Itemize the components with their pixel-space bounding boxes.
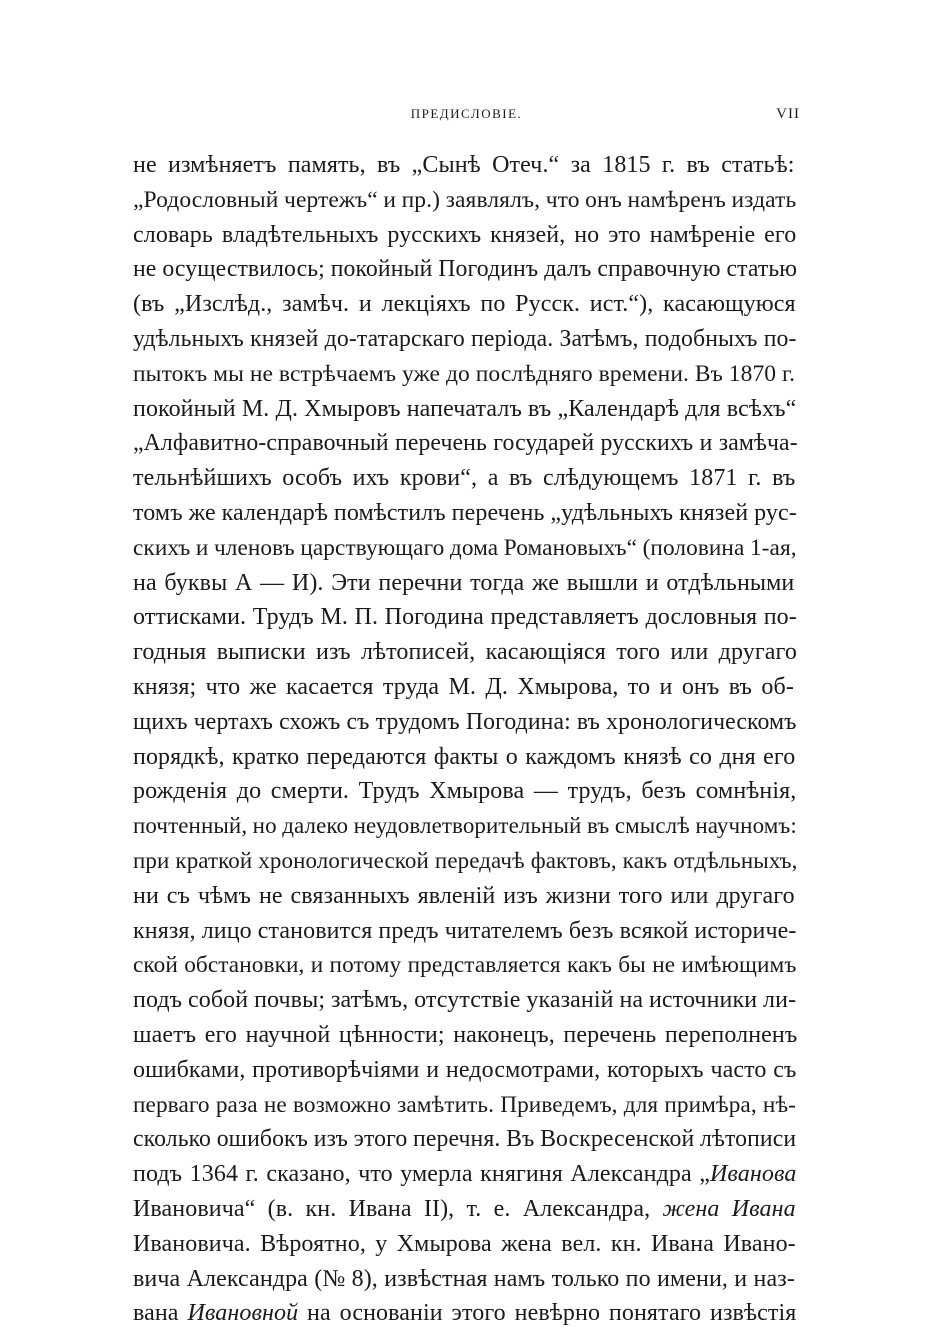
- text-line: [133, 1122, 800, 1157]
- text-segment: подъ 1364 г. сказано, что умерла княгиня Александра „: [133, 1161, 710, 1188]
- text-line: [133, 148, 800, 183]
- text-line: [133, 1088, 800, 1123]
- text-segment: вича Александра (№ 8), извѣстная намъ только по имени, и наз-: [133, 1265, 795, 1292]
- text-segment: (въ „Изслѣд., замѣч. и лекціяхъ по Русск. ист.“), касающуюся: [133, 291, 796, 318]
- text-line: [133, 183, 800, 218]
- text-line: [133, 461, 800, 496]
- text-segment: словарь владѣтельныхъ русскихъ князей, но это намѣреніе его: [133, 221, 797, 248]
- text-line: [133, 531, 800, 566]
- text-line: [133, 218, 800, 253]
- text-line: [133, 879, 800, 914]
- text-segment: порядкѣ, кратко передаются факты о каждомъ князѣ со дня его: [133, 743, 796, 770]
- text-segment: удѣльныхъ князей до-татарскаго періода. Затѣмъ, подобныхъ по-: [133, 325, 797, 352]
- text-segment: оттисками. Трудъ М. П. Погодина представляетъ дословныя по-: [133, 604, 797, 631]
- text-line: [133, 1262, 800, 1297]
- italic-text-segment: Ивановной: [187, 1300, 299, 1327]
- italic-text-segment: жена Ивана: [662, 1195, 796, 1222]
- italic-text-segment: Иванова: [709, 1161, 797, 1188]
- text-segment: Ивановича. Вѣроятно, у Хмырова жена вел. кн. Ивана Ивано-: [133, 1230, 796, 1257]
- text-line: [133, 635, 800, 670]
- text-segment: перваго раза не возможно замѣтить. Приведемъ, для примѣра, нѣ-: [133, 1091, 797, 1118]
- text-segment: ской обстановки, и потому представляется какъ бы не имѣющимъ: [133, 952, 797, 979]
- text-segment: при краткой хронологической передачѣ фактовъ, какъ отдѣльныхъ,: [133, 847, 798, 873]
- text-line: [133, 426, 800, 461]
- text-line: [133, 287, 800, 322]
- text-segment: скихъ и членовъ царствующаго дома Романовыхъ“ (половина 1-ая,: [133, 534, 797, 561]
- text-line: [133, 1227, 800, 1262]
- text-segment: сколько ошибокъ изъ этого перечня. Въ Воскресенской лѣтописи: [133, 1126, 797, 1153]
- text-segment: томъ же календарѣ помѣстилъ перечень „удѣльныхъ князей рус-: [133, 499, 797, 526]
- text-line: [133, 566, 800, 601]
- text-line: [133, 600, 800, 635]
- text-segment: покойный М. Д. Хмыровъ напечаталъ въ „Календарѣ для всѣхъ“: [133, 395, 797, 422]
- text-line: [133, 914, 800, 949]
- running-head-title: ПРЕДИСЛОВІЕ.: [410, 106, 523, 121]
- text-line: [133, 1018, 800, 1053]
- text-line: [133, 670, 800, 705]
- text-segment: ни съ чѣмъ не связанныхъ явленій изъ жизни того или другаго: [133, 882, 795, 909]
- text-segment: не осуществилось; покойный Погодинъ далъ справочную статью: [133, 256, 798, 283]
- text-segment: рожденія до смерти. Трудъ Хмырова — трудъ, безъ сомнѣнія,: [133, 778, 797, 805]
- text-line: [133, 1296, 800, 1331]
- text-segment: почтенный, но далеко неудовлетворительный въ смыслѣ научномъ:: [133, 813, 797, 839]
- text-line: [133, 844, 800, 879]
- text-segment: князя, лицо становится предъ читателемъ безъ всякой историче-: [133, 917, 797, 944]
- text-line: [133, 1053, 800, 1088]
- text-line: [133, 774, 800, 809]
- text-line: [133, 496, 800, 531]
- text-segment: щихъ чертахъ схожъ съ трудомъ Погодина: въ хронологическомъ: [133, 708, 797, 735]
- text-segment: шаетъ его научной цѣнности; наконецъ, перечень переполненъ: [133, 1021, 798, 1048]
- text-segment: Ивановича“ (в. кн. Ивана II), т. е. Александра,: [133, 1195, 663, 1222]
- text-line: [133, 322, 800, 357]
- text-line: [133, 948, 800, 983]
- text-line: [133, 252, 800, 287]
- text-segment: пытокъ мы не встрѣчаемъ уже до послѣдняго времени. Въ 1870 г.: [133, 360, 796, 387]
- text-line: [133, 809, 800, 844]
- text-line: [133, 705, 800, 740]
- text-segment: на буквы А — И). Эти перечни тогда же вышли и отдѣльными: [133, 569, 795, 596]
- body-text: [133, 148, 800, 1331]
- text-segment: тельнѣйшихъ особъ ихъ крови“, а въ слѣдующемъ 1871 г. въ: [133, 465, 796, 492]
- text-segment: не измѣняетъ память, въ „Сынѣ Отеч.“ за 1815 г. въ статьѣ:: [133, 152, 795, 178]
- text-segment: „Родословный чертежъ“ и пр.) заявлялъ, что онъ намѣренъ издать: [133, 186, 797, 213]
- text-segment: князя; что же касается труда М. Д. Хмырова, то и онъ въ об-: [133, 673, 794, 700]
- text-segment: вана: [133, 1300, 188, 1327]
- text-line: [133, 983, 800, 1018]
- text-line: [133, 392, 800, 427]
- running-head: [133, 106, 800, 126]
- text-line: [133, 357, 800, 392]
- text-segment: на основаніи этого невѣрно понятаго извѣстія: [298, 1300, 797, 1327]
- text-segment: „Алфавитно-справочный перечень государей русскихъ и замѣча-: [133, 430, 798, 457]
- text-segment: подъ собой почвы; затѣмъ, отсутствіе указаній на источники ли-: [133, 987, 797, 1014]
- text-segment: ошибками, противорѣчіями и недосмотрами, которыхъ часто съ: [133, 1056, 797, 1083]
- text-line: [133, 740, 800, 775]
- text-line: [133, 1157, 800, 1192]
- text-line: [133, 1192, 800, 1227]
- text-segment: годныя выписки изъ лѣтописей, касающіяся того или другаго: [133, 639, 797, 666]
- page-number: VII: [776, 106, 800, 122]
